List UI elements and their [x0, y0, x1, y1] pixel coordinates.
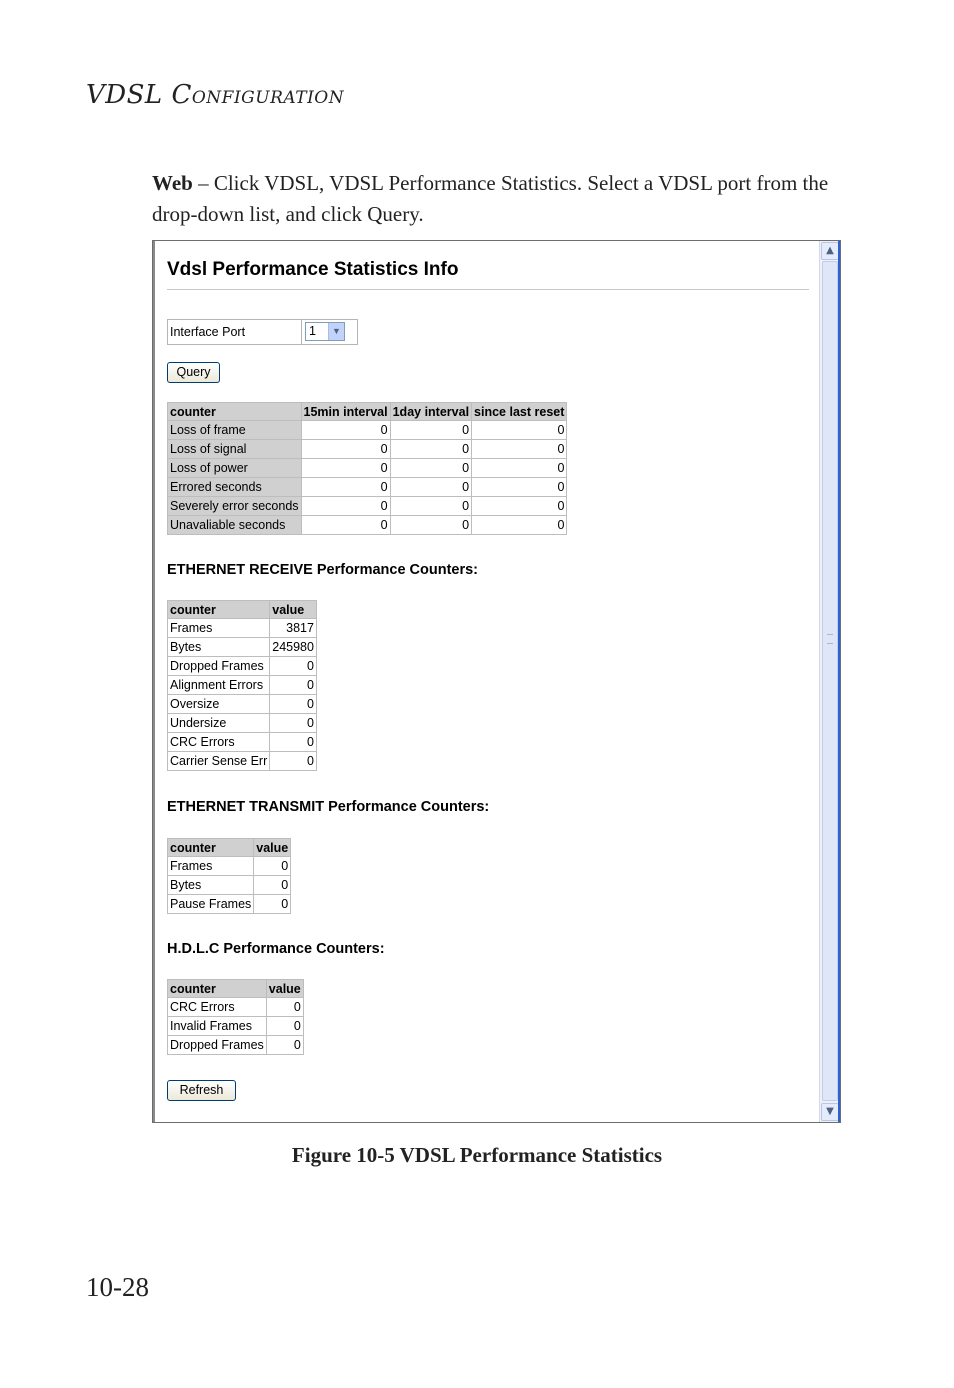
eth-rx-value: 0 — [270, 752, 317, 771]
refresh-button[interactable]: Refresh — [167, 1080, 236, 1101]
eth-rx-label: Alignment Errors — [167, 676, 270, 695]
perf-cell: 0 — [472, 478, 567, 497]
running-head-first: VDSL C — [86, 80, 192, 110]
eth-rx-label: Bytes — [167, 638, 270, 657]
eth-rx-header-value: value — [270, 600, 317, 619]
page-number: 10-28 — [86, 1272, 149, 1302]
perf-row-label: Loss of frame — [167, 421, 302, 440]
interface-port-row — [167, 319, 358, 345]
perf-cell: 0 — [391, 440, 472, 459]
scroll-down-icon[interactable]: ▼ — [821, 1103, 839, 1121]
eth-tx-header-counter: counter — [167, 838, 254, 857]
hdlc-value: 0 — [267, 998, 304, 1017]
perf-table-header-row — [167, 402, 567, 421]
eth-rx-value: 0 — [270, 657, 317, 676]
eth-rx-header-row — [167, 600, 317, 619]
table-row — [167, 1036, 304, 1055]
eth-rx-label: Carrier Sense Err — [167, 752, 270, 771]
eth-rx-value: 0 — [270, 676, 317, 695]
perf-cell: 0 — [302, 421, 391, 440]
perf-cell: 0 — [472, 440, 567, 459]
eth-rx-label: Dropped Frames — [167, 657, 270, 676]
scroll-grip-icon — [827, 634, 833, 644]
eth-tx-section-title: ETHERNET TRANSMIT Performance Counters: — [167, 799, 490, 815]
perf-cell: 0 — [302, 497, 391, 516]
perf-cell: 0 — [302, 516, 391, 535]
perf-row-label: Severely error seconds — [167, 497, 302, 516]
intro-paragraph — [152, 168, 832, 230]
table-row — [167, 478, 567, 497]
perf-header-15min: 15min interval — [302, 402, 391, 421]
eth-rx-header-counter: counter — [167, 600, 270, 619]
eth-tx-table — [167, 838, 291, 914]
table-row — [167, 714, 317, 733]
hdlc-section-title: H.D.L.C Performance Counters: — [167, 941, 385, 957]
perf-cell: 0 — [472, 459, 567, 478]
interface-port-select[interactable] — [305, 322, 345, 341]
page-title: Vdsl Performance Statistics Info — [167, 259, 459, 280]
title-divider — [167, 289, 809, 291]
eth-rx-value: 245980 — [270, 638, 317, 657]
table-row — [167, 857, 291, 876]
perf-table — [167, 402, 567, 535]
eth-tx-label: Frames — [167, 857, 254, 876]
interface-port-value: 1 — [309, 324, 316, 338]
eth-rx-value: 0 — [270, 733, 317, 752]
hdlc-header-counter: counter — [167, 979, 267, 998]
intro-text: – Click VDSL, VDSL Performance Statistics. Select a VDSL port from the drop-down list, and click Query. — [152, 171, 829, 226]
perf-cell: 0 — [472, 516, 567, 535]
hdlc-label: CRC Errors — [167, 998, 267, 1017]
table-row — [167, 459, 567, 478]
hdlc-header-row — [167, 979, 304, 998]
intro-bold: Web — [152, 171, 193, 195]
perf-header-since-reset: since last reset — [472, 402, 567, 421]
eth-rx-label: CRC Errors — [167, 733, 270, 752]
eth-tx-header-value: value — [254, 838, 291, 857]
browser-screenshot — [152, 240, 841, 1123]
eth-rx-value: 0 — [270, 714, 317, 733]
window-frame-edge — [838, 241, 841, 1122]
hdlc-table — [167, 979, 304, 1055]
eth-tx-label: Bytes — [167, 876, 254, 895]
hdlc-header-value: value — [267, 979, 304, 998]
eth-tx-value: 0 — [254, 857, 291, 876]
eth-rx-value: 0 — [270, 695, 317, 714]
running-head — [86, 80, 344, 110]
eth-rx-label: Undersize — [167, 714, 270, 733]
eth-rx-label: Frames — [167, 619, 270, 638]
perf-header-counter: counter — [167, 402, 302, 421]
table-row — [167, 676, 317, 695]
table-row — [167, 440, 567, 459]
eth-tx-value: 0 — [254, 895, 291, 914]
hdlc-value: 0 — [267, 1017, 304, 1036]
perf-cell: 0 — [302, 440, 391, 459]
eth-rx-label: Oversize — [167, 695, 270, 714]
table-row — [167, 638, 317, 657]
chevron-down-icon[interactable]: ▼ — [328, 323, 344, 340]
query-button[interactable]: Query — [167, 362, 220, 383]
hdlc-value: 0 — [267, 1036, 304, 1055]
perf-row-label: Loss of signal — [167, 440, 302, 459]
table-row — [167, 619, 317, 638]
table-row — [167, 1017, 304, 1036]
eth-rx-value: 3817 — [270, 619, 317, 638]
interface-port-cell — [301, 320, 358, 344]
perf-cell: 0 — [391, 497, 472, 516]
table-row — [167, 895, 291, 914]
eth-rx-table — [167, 600, 317, 771]
table-row — [167, 998, 304, 1017]
perf-cell: 0 — [302, 459, 391, 478]
table-row — [167, 733, 317, 752]
eth-tx-header-row — [167, 838, 291, 857]
eth-rx-section-title: ETHERNET RECEIVE Performance Counters: — [167, 562, 479, 578]
perf-cell: 0 — [391, 478, 472, 497]
perf-row-label: Loss of power — [167, 459, 302, 478]
eth-tx-value: 0 — [254, 876, 291, 895]
perf-cell: 0 — [472, 421, 567, 440]
table-row — [167, 497, 567, 516]
perf-header-1day: 1day interval — [391, 402, 472, 421]
running-head-rest: ONFIGURATION — [191, 88, 345, 108]
table-row — [167, 657, 317, 676]
hdlc-label: Invalid Frames — [167, 1017, 267, 1036]
eth-tx-label: Pause Frames — [167, 895, 254, 914]
scroll-thumb[interactable] — [822, 261, 838, 1101]
hdlc-label: Dropped Frames — [167, 1036, 267, 1055]
table-row — [167, 752, 317, 771]
perf-cell: 0 — [472, 497, 567, 516]
perf-row-label: Errored seconds — [167, 478, 302, 497]
interface-port-label: Interface Port — [170, 325, 246, 339]
table-row — [167, 876, 291, 895]
figure-caption: Figure 10-5 VDSL Performance Statistics — [291, 1143, 663, 1167]
perf-cell: 0 — [391, 516, 472, 535]
table-row — [167, 516, 567, 535]
perf-cell: 0 — [302, 478, 391, 497]
perf-cell: 0 — [391, 459, 472, 478]
perf-row-label: Unavaliable seconds — [167, 516, 302, 535]
vertical-scrollbar[interactable] — [819, 241, 840, 1122]
table-row — [167, 695, 317, 714]
scroll-up-icon[interactable]: ▲ — [821, 242, 839, 260]
table-row — [167, 421, 567, 440]
perf-cell: 0 — [391, 421, 472, 440]
